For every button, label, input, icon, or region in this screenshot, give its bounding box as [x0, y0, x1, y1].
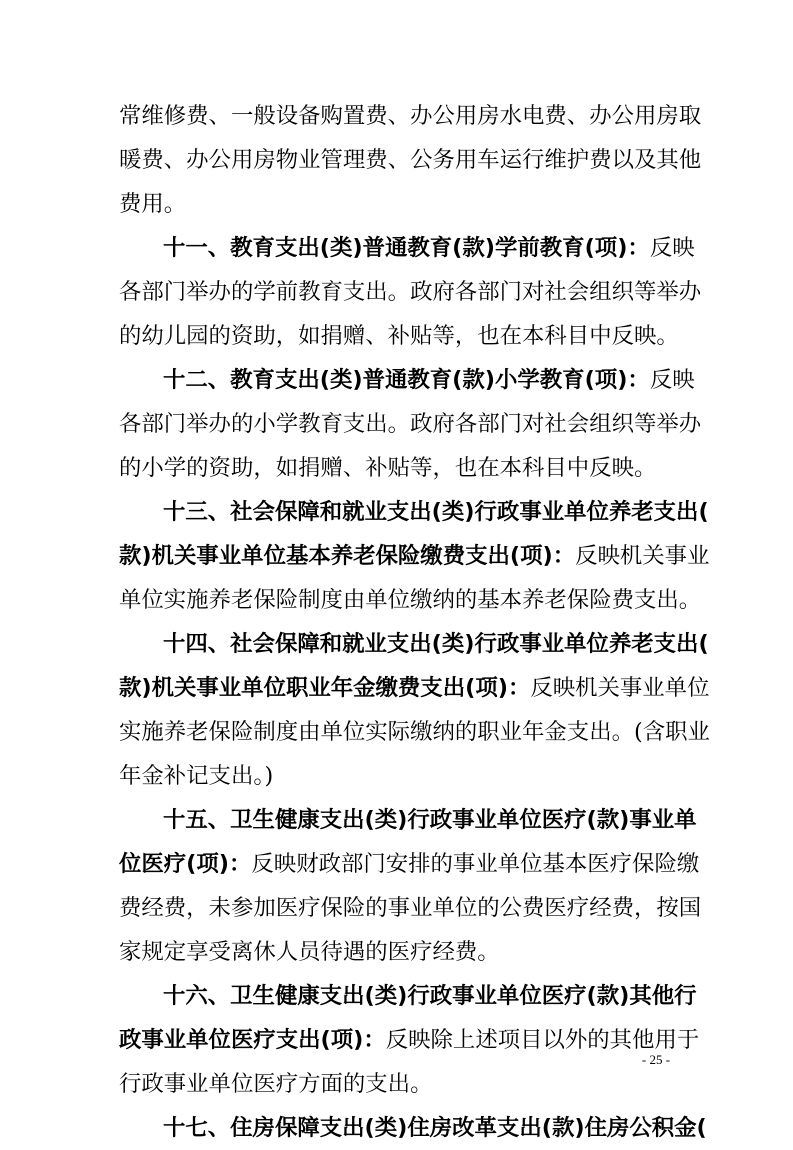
section-heading-line [119, 1018, 700, 1062]
line-text: 反映除上述项目以外的其他用于 [385, 1027, 700, 1053]
body-line [119, 754, 679, 798]
section-heading-line [163, 798, 697, 842]
section-heading: 十五、卫生健康支出(类)行政事业单位医疗(款)事业单 [163, 807, 697, 833]
body-line [119, 270, 702, 314]
line-text: 实施养老保险制度由单位实际缴纳的职业年金支出。(含职业 [119, 719, 710, 745]
body-line [119, 446, 679, 490]
line-text: 反映 [649, 235, 695, 261]
section-heading-line [163, 974, 697, 1018]
body-line [119, 182, 679, 226]
section-heading: 十七、住房保障支出(类)住房改革支出(款)住房公积金( [163, 1115, 707, 1141]
line-text: 家规定享受离休人员待遇的医疗经费。 [119, 939, 500, 965]
line-text: 各部门举办的小学教育支出。政府各部门对社会组织等举办 [119, 411, 702, 437]
section-heading: 款)机关事业单位职业年金缴费支出(项)： [119, 675, 531, 701]
line-text: 常维修费、一般设备购置费、办公用房水电费、办公用房取 [119, 103, 702, 129]
section-heading-line [119, 842, 700, 886]
line-text: 反映机关事业单位 [530, 675, 710, 701]
body-line [119, 886, 702, 930]
section-heading: 十一、教育支出(类)普通教育(款)学前教育(项)： [163, 235, 650, 261]
page-number: - 25 - [641, 1052, 671, 1067]
line-text: 的小学的资助，如捐赠、补贴等，也在本科目中反映。 [119, 455, 657, 481]
body-line [119, 578, 702, 622]
line-text: 费用。 [119, 191, 187, 217]
section-heading-line [163, 1106, 707, 1150]
line-text: 反映财政部门安排的事业单位基本医疗保险缴 [251, 851, 700, 877]
line-text: 各部门举办的学前教育支出。政府各部门对社会组织等举办 [119, 279, 702, 305]
section-heading: 十二、教育支出(类)普通教育(款)小学教育(项)： [163, 367, 650, 393]
line-text: 单位实施养老保险制度由单位缴纳的基本养老保险费支出。 [119, 587, 702, 613]
line-text: 行政事业单位医疗方面的支出。 [119, 1071, 433, 1097]
body-line [119, 138, 702, 182]
section-heading-line [163, 622, 709, 666]
section-heading-line [163, 490, 709, 534]
line-text: 暖费、办公用房物业管理费、公务用车运行维护费以及其他 [119, 147, 702, 173]
section-heading-line [163, 358, 695, 402]
section-heading: 十三、社会保障和就业支出(类)行政事业单位养老支出( [163, 499, 709, 525]
section-heading: 政事业单位医疗支出(项)： [119, 1027, 386, 1053]
section-heading-line [119, 666, 710, 710]
section-heading-line [163, 226, 695, 270]
body-line [119, 1062, 679, 1106]
line-text: 反映机关事业 [575, 543, 710, 569]
body-line [119, 314, 679, 358]
section-heading: 款)机关事业单位基本养老保险缴费支出(项)： [119, 543, 576, 569]
body-line [119, 930, 679, 974]
section-heading: 位医疗(项)： [119, 851, 252, 877]
line-text: 反映 [649, 367, 695, 393]
body-line [119, 94, 702, 138]
section-heading: 十四、社会保障和就业支出(类)行政事业单位养老支出( [163, 631, 709, 657]
line-text: 的幼儿园的资助，如捐赠、补贴等，也在本科目中反映。 [119, 323, 679, 349]
section-heading-line [119, 534, 710, 578]
line-text: 年金补记支出。) [119, 763, 274, 789]
section-heading: 十六、卫生健康支出(类)行政事业单位医疗(款)其他行 [163, 983, 697, 1009]
body-line [119, 402, 702, 446]
line-text: 费经费，未参加医疗保险的事业单位的公费医疗经费，按国 [119, 895, 702, 921]
body-line [119, 710, 710, 754]
